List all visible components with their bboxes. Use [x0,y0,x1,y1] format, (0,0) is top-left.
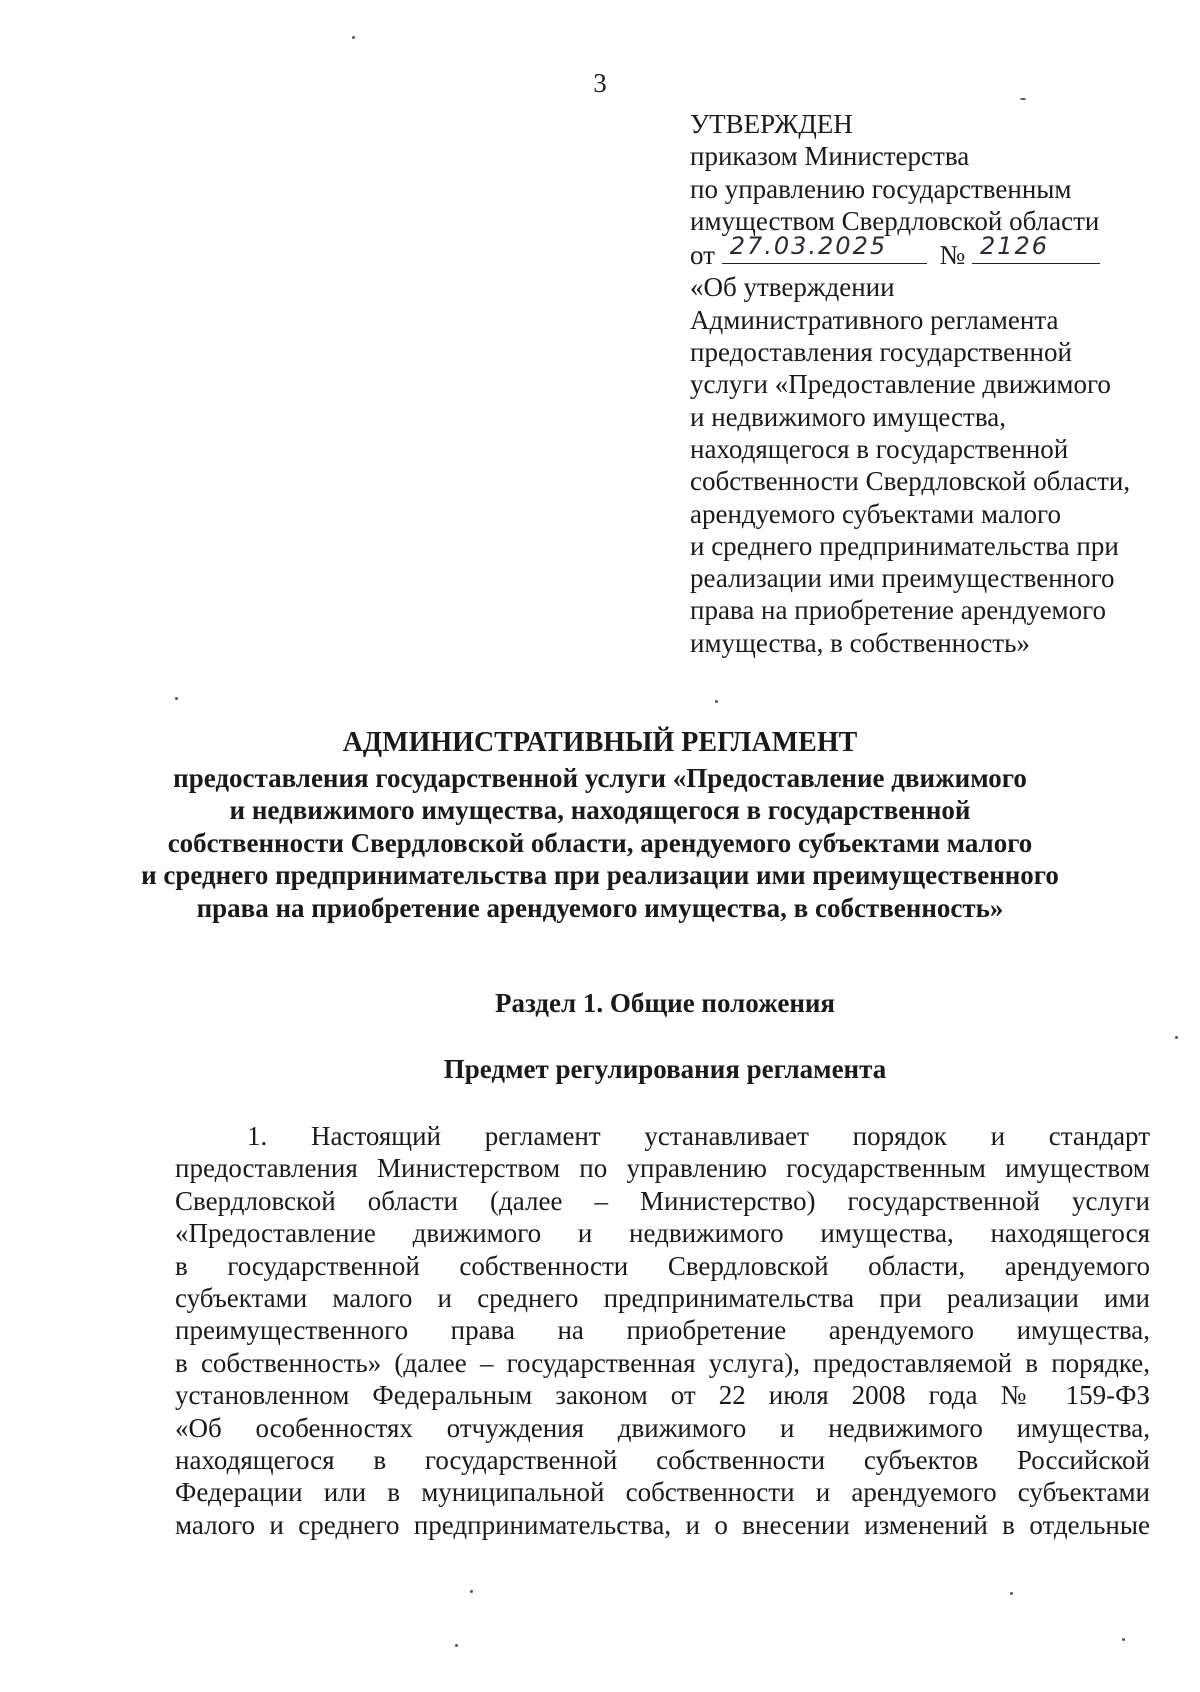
subsection-title: Предмет регулирования регламента [443,1054,887,1084]
approval-line: по управлению государственным [690,173,1072,204]
scan-speck [470,1590,473,1593]
document-title-line: права на приобретение арендуемого имущества, в собственность» [196,892,1004,923]
scan-speck [455,1644,458,1647]
paragraph-line: в государственной собственности Свердловской области, арендуемого [175,1250,1150,1281]
document-main-title: АДМИНИСТРАТИВНЫЙ РЕГЛАМЕНТ [342,727,858,758]
document-title-line: предоставления государственной услуги «Предоставление движимого [173,762,1027,793]
approval-title-line: Административного регламента [690,304,1059,335]
approval-title-line: арендуемого субъектами малого [690,498,1061,529]
approval-title-line: предоставления государственной [690,337,1072,368]
approval-title-line: находящегося в государственной [690,433,1069,464]
section-title: Раздел 1. Общие положения [494,988,836,1018]
paragraph-line: «Об особенностях отчуждения движимого и недвижимого имущества, [175,1412,1150,1443]
paragraph-line: «Предоставление движимого и недвижимого имущества, находящегося [175,1218,1150,1249]
scan-speck [175,697,178,700]
approval-title-line: и среднего предпринимательства при [690,530,1119,561]
paragraph-line: установленном Федеральным законом от 22 июля 2008 года № 159-ФЗ [175,1380,1150,1411]
scan-speck [352,36,355,39]
document-title-line: и среднего предпринимательства при реализации ими преимущественного [141,860,1059,890]
paragraph-line: малого и среднего предпринимательства, и о внесении изменений в отдельные [175,1509,1150,1540]
paragraph-line: 1. Настоящий регламент устанавливает порядок и стандарт [247,1121,1150,1151]
paragraph-line: Федерации или в муниципальной собственности и арендуемого субъектами [175,1477,1150,1508]
paragraph-line: в собственность» (далее – государственная услуга), предоставляемой в порядке, [175,1347,1150,1378]
approval-title-line: «Об утверждении [690,272,895,303]
approval-title-line: права на приобретение арендуемого [690,595,1107,626]
document-title-line: собственности Свердловской области, арендуемого субъектами малого [167,827,1033,858]
approval-line: приказом Министерства [690,141,970,172]
paragraph-line: находящегося в государственной собственности субъектов Российской [175,1445,1150,1476]
approval-date-line [690,231,1170,271]
approval-title-line: и недвижимого имущества, [690,401,1006,432]
date-prefix: от [690,240,715,271]
approval-title-line: имущества, в собственность» [690,627,1030,658]
approval-stamp-block [690,108,1170,659]
scan-speck [1122,1638,1125,1641]
approval-line: имуществом Свердловской области [690,205,1100,236]
handwritten-date: 27.03.2025 [729,231,888,260]
date-field [722,231,927,264]
document-title [0,727,1200,924]
paragraph-line: субъектами малого и среднего предпринимательства при реализации ими [175,1283,1150,1314]
scan-speck [715,700,718,703]
approval-heading: УТВЕРЖДЕН [690,109,853,139]
paragraph-line: преимущественного права на приобретение арендуемого имущества, [175,1315,1150,1346]
page-number: 3 [593,68,607,98]
number-field [972,231,1100,264]
approval-title-line: собственности Свердловской области, [690,466,1131,497]
number-sign: № [939,240,966,271]
paragraph-1 [175,1120,1150,1541]
scan-speck [1175,1036,1178,1039]
approval-title-line: услуги «Предоставление движимого [690,369,1111,400]
paragraph-line: Свердловской области (далее – Министерство) государственной услуги [175,1185,1150,1216]
approval-title-line: реализации ими преимущественного [690,563,1115,594]
document-title-line: и недвижимого имущества, находящегося в государственной [229,795,971,825]
scan-speck [1010,1592,1013,1595]
handwritten-number: 2126 [979,231,1050,260]
paragraph-line: предоставления Министерством по управлению государственным имуществом [175,1153,1150,1184]
scan-speck [1020,98,1026,100]
